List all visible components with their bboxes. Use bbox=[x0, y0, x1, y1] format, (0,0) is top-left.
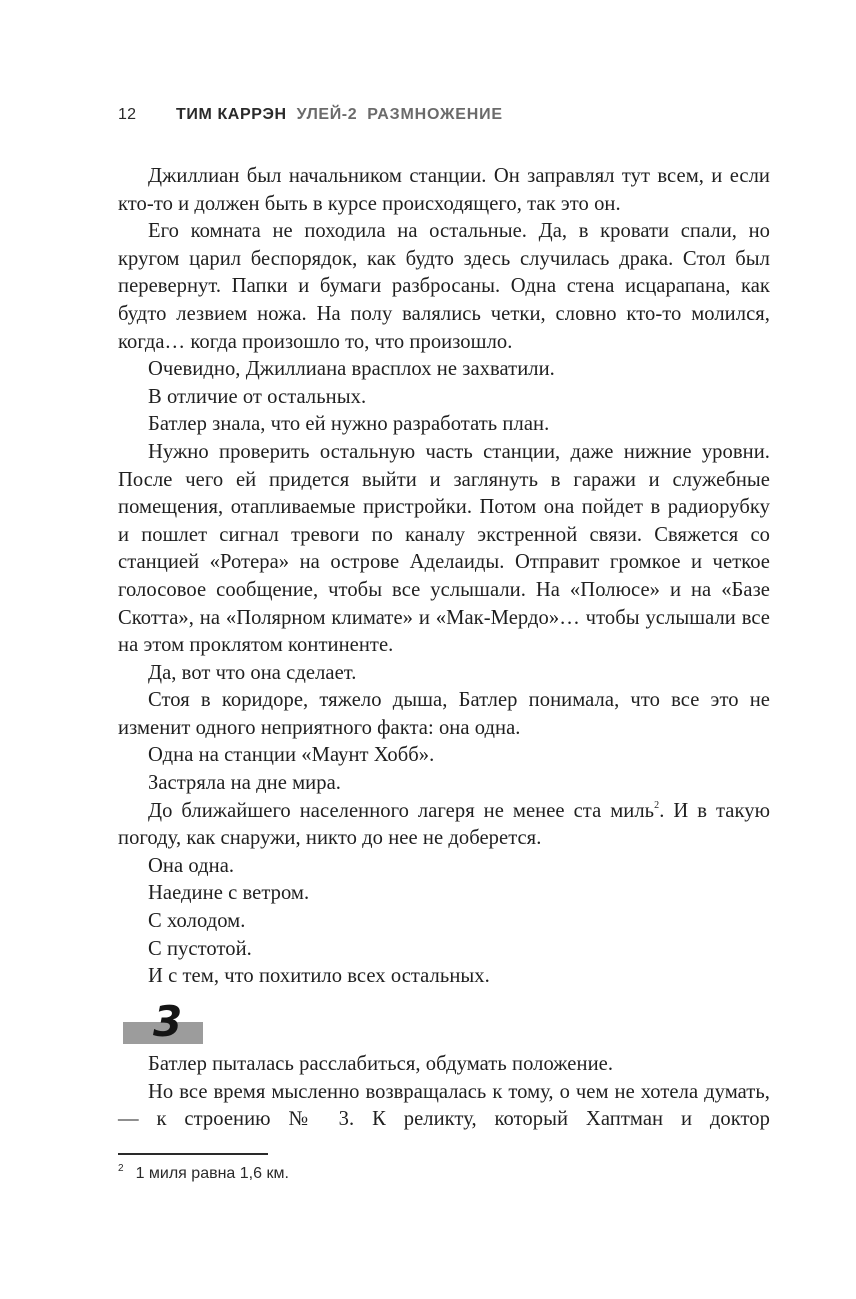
chapter-body-text bbox=[118, 1051, 770, 1134]
paragraph: И с тем, что похитило всех остальных. bbox=[148, 965, 490, 988]
body-text bbox=[118, 163, 770, 991]
paragraph: Она одна. bbox=[148, 854, 235, 877]
paragraph: Джиллиан был начальником станции. Он заправлял тут всем, и если кто-то и должен быть в курсе происходящего, так это он. bbox=[118, 165, 770, 215]
book-title: РАЗМНОЖЕНИЕ bbox=[367, 106, 503, 123]
running-header bbox=[118, 106, 503, 124]
paragraph: Да, вот что она сделает. bbox=[148, 661, 357, 684]
footnote-rule bbox=[118, 1153, 268, 1155]
paragraph: Нужно проверить остальную часть станции, даже нижние уровни. После чего ей придется выйти и заглянуть в гаражи и служебные помещения, отапливаемые пристройки. Потом она пойдет в радиорубку и пошлет сигнал тревоги по каналу экстренной связи. Свяжется со станцией «Ротера» на острове Аделаиды. Отправит громкое и четкое голосовое сообщение, чтобы все услышали. На «Полюсе» и на «Базе Скотта», на «Полярном климате» и «Мак-Мердо»… чтобы услышали все на этом проклятом континенте. bbox=[118, 440, 770, 657]
page-number: 12 bbox=[118, 106, 137, 123]
paragraph: Но все время мысленно возвращалась к тому, о чем не хотела думать, — к строению № 3. К реликту, который Хаптман и доктор bbox=[118, 1080, 770, 1131]
author-name: ТИМ КАРРЭН bbox=[176, 106, 287, 123]
paragraph: С холодом. bbox=[148, 910, 246, 933]
paragraph: Его комната не походила на остальные. Да, в кровати спали, но кругом царил беспорядок, как будто здесь случилась драка. Стол был перевернут. Папки и бумаги разбросаны. Одна стена исцарапана, как будто лезвием ножа. На полу валялись четки, словно кто-то молился, когда… когда произошло то, что произошло. bbox=[118, 220, 770, 353]
paragraph: Очевидно, Джиллиана врасплох не захватили. bbox=[148, 358, 555, 381]
paragraph: Батлер пыталась расслабиться, обдумать положение. bbox=[148, 1053, 614, 1075]
paragraph: В отличие от остальных. bbox=[148, 385, 367, 408]
paragraph: Наедине с ветром. bbox=[148, 882, 310, 905]
paragraph-with-footnote bbox=[118, 798, 770, 853]
footnote-mark: 2 bbox=[118, 1163, 124, 1174]
chapter-heading bbox=[123, 997, 203, 1048]
chapter-number: 3 bbox=[153, 997, 183, 1046]
series-name: УЛЕЙ-2 bbox=[296, 106, 358, 123]
paragraph: Одна на станции «Маунт Хобб». bbox=[148, 744, 435, 767]
paragraph: Стоя в коридоре, тяжело дыша, Батлер понимала, что все это не изменит одного неприятного факта: она одна. bbox=[118, 689, 770, 739]
paragraph-text: . И в такую погоду, как снаружи, никто до нее не доберется. bbox=[118, 799, 770, 850]
paragraph: Застряла на дне мира. bbox=[148, 772, 341, 795]
paragraph-text: До ближайшего населенного лагеря не менее ста миль bbox=[148, 799, 655, 822]
footnote-reference: 2 bbox=[654, 799, 660, 811]
paragraph: Батлер знала, что ей нужно разработать план. bbox=[148, 413, 550, 436]
paragraph: С пустотой. bbox=[148, 937, 252, 960]
footnote bbox=[118, 1163, 289, 1183]
footnote-text: 1 миля равна 1,6 км. bbox=[135, 1165, 289, 1182]
